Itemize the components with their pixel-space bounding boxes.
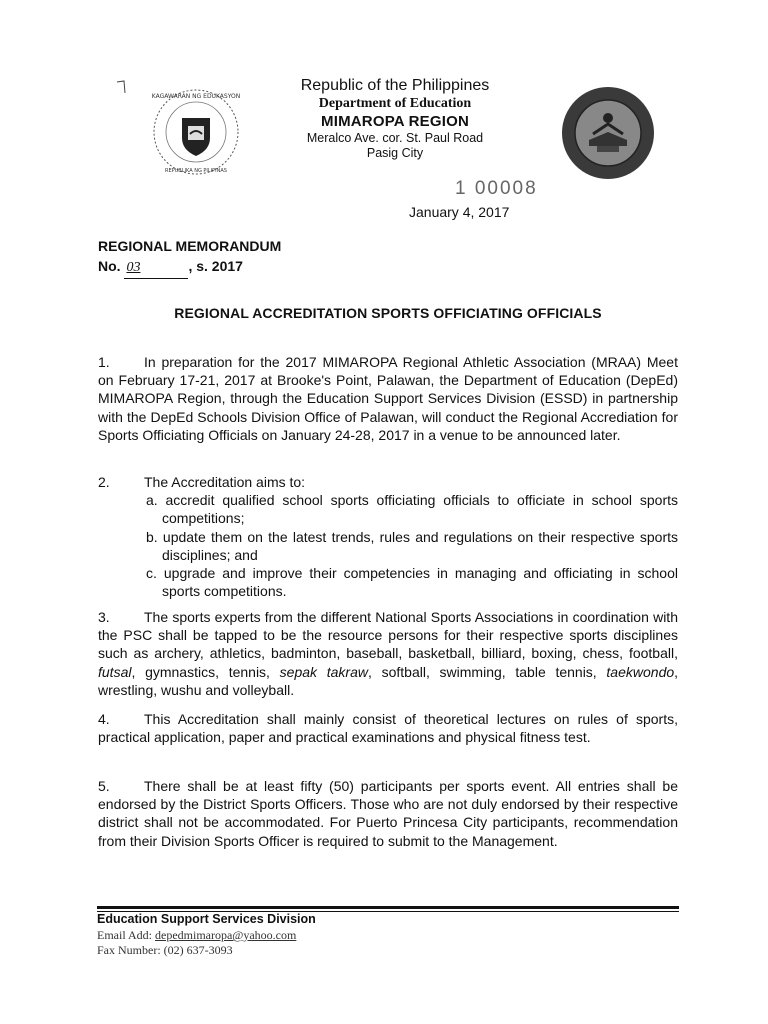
paragraph-text: This Accreditation shall mainly consist of theoretical lectures on rules of sports, practical application, paper and practical examinations and physical fitness test. — [98, 711, 678, 746]
paragraph-text: There shall be at least fifty (50) participants per sports event. All entries shall be endorsed by the District Sports Officers. Those who are not duly endorsed by their respective district shall not be accommodated. For Puerto Princesa City participants, recommendation from their Division Sports Officer is required to submit to the Management. — [98, 778, 678, 849]
header-republic: Republic of the Philippines — [300, 77, 490, 94]
memo-subject: REGIONAL ACCREDITATION SPORTS OFFICIATING OFFICIALS — [174, 305, 602, 321]
receiving-stamp-number: 1 00008 — [455, 178, 538, 199]
paragraph-text: , wrestling, wushu and volleyball. — [98, 663, 679, 698]
paragraph-text: , softball, swimming, table tennis, — [367, 663, 597, 680]
footer-division: Education Support Services Division — [97, 912, 316, 926]
paragraph-number: 4. — [98, 711, 110, 727]
header-address: Meralco Ave. cor. St. Paul Road — [306, 131, 484, 145]
footer-email-label: Email Add: — [97, 928, 152, 942]
sport-sepak-takraw: sepak takraw — [279, 663, 368, 680]
paragraph-text: In preparation for the 2017 MIMAROPA Regional Athletic Association (MRAA) Meet on February 17-21, 2017 at Brooke's Point, Palawan, the Department of Education (DepEd) MIMAROPA Region, through the Education Support Services Division (ESSD) in partnership with the DepEd Schools Division Office of Palawan, will conduct the Regional Accrediation for Sports Officiating Officials on January 24-28, 2017 in a venue to be announced later. — [98, 354, 678, 443]
footer-email-line — [97, 928, 296, 943]
header-city: Pasig City — [366, 146, 424, 160]
memo-date: January 4, 2017 — [409, 204, 510, 220]
paragraph-5 — [98, 777, 678, 850]
header-department: Department of Education — [318, 96, 472, 111]
svg-text:KAGAWARAN NG EDUKASYON: KAGAWARAN NG EDUKASYON — [151, 93, 241, 100]
aims-list — [98, 491, 678, 600]
paragraph-text: , gymnastics, tennis, — [131, 663, 270, 680]
deped-seal-icon — [150, 86, 242, 178]
list-item: a. accredit qualified school sports officiating officials to officiate in school sports competitions; — [146, 492, 678, 527]
memo-no-label: No. — [98, 258, 121, 274]
list-item: b. update them on the latest trends, rules and regulations on their respective sports disciplines; and — [146, 528, 678, 563]
sport-futsal: futsal — [98, 663, 132, 680]
paragraph-number: 1. — [98, 354, 110, 370]
memo-number-line — [98, 256, 281, 279]
sport-taekwondo: taekwondo — [606, 663, 675, 680]
pen-mark — [116, 80, 126, 94]
list-item: c. upgrade and improve their competencies in managing and officiating in school sports competitions. — [146, 565, 678, 600]
header-region: MIMAROPA REGION — [321, 113, 469, 130]
paragraph-text: The Accreditation aims to: — [144, 474, 306, 490]
footer-email-link[interactable]: depedmimaropa@yahoo.com — [155, 928, 297, 942]
paragraph-2 — [98, 473, 678, 600]
paragraph-4 — [98, 710, 678, 746]
memo-number-handwritten: 03 — [126, 260, 141, 275]
footer-divider-thick — [97, 906, 679, 909]
footer-fax: Fax Number: (02) 637-3093 — [97, 943, 233, 957]
paragraph-number: 3. — [98, 609, 110, 625]
memo-number-blank — [124, 256, 188, 279]
svg-text:REPUBLIKA NG PILIPINAS: REPUBLIKA NG PILIPINAS — [165, 168, 227, 174]
paragraph-text: The sports experts from the different National Sports Associations in coordination with the PSC shall be tapped to be the resource persons for their respective sports disciplines such as archery, athletics, badminton, baseball, basketball, billiard, boxing, chess, football, — [98, 609, 678, 662]
memo-series: , s. 2017 — [188, 258, 243, 274]
memo-heading — [98, 236, 281, 279]
regional-office-seal-icon — [559, 84, 657, 182]
paragraph-1 — [98, 353, 678, 444]
paragraph-number: 2. — [98, 474, 110, 490]
paragraph-3 — [98, 608, 678, 699]
memo-title: REGIONAL MEMORANDUM — [98, 238, 282, 254]
paragraph-number: 5. — [98, 778, 110, 794]
